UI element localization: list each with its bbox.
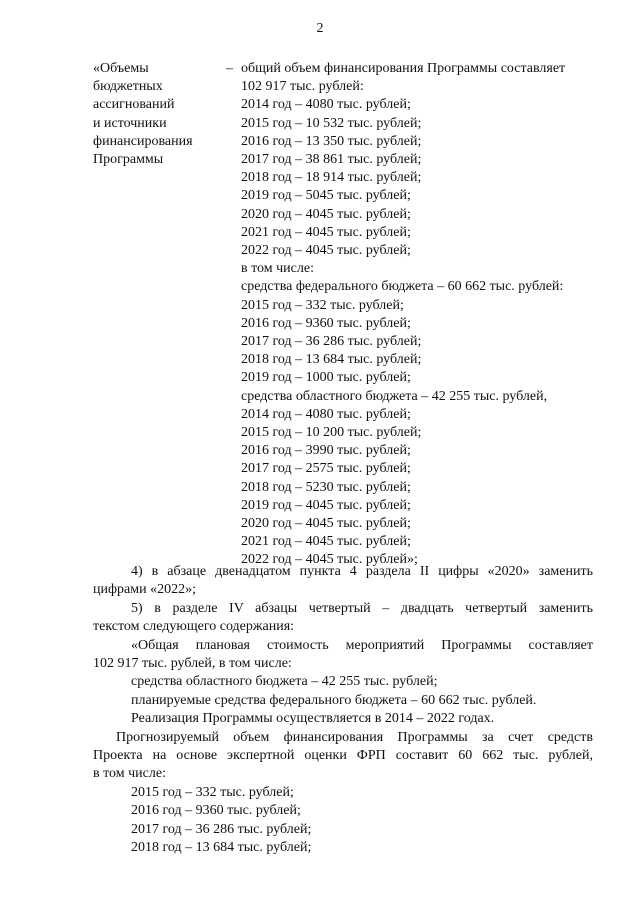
value-line: 2018 год – 5230 тыс. рублей; <box>241 479 411 495</box>
value-line: 2015 год – 332 тыс. рублей; <box>241 297 404 313</box>
item-5-line: 5) в разделе IV абзацы четвертый – двадцать четвертый заменить <box>131 600 593 616</box>
label-line: Программы <box>93 152 164 168</box>
value-line: 2014 год – 4080 тыс. рублей; <box>241 97 411 113</box>
label-line: «Объемы <box>93 61 149 76</box>
item-5-line: текстом следующего содержания: <box>93 619 295 635</box>
value-line: 2018 год – 13 684 тыс. рублей; <box>241 352 422 368</box>
page-number: 2 <box>316 21 324 36</box>
label-line: бюджетных <box>93 79 163 95</box>
value-line: 2021 год – 4045 тыс. рублей; <box>241 224 411 240</box>
value-line: 2019 год – 4045 тыс. рублей; <box>241 497 411 513</box>
value-line: 2020 год – 4045 тыс. рублей; <box>241 516 411 532</box>
item-4-line: цифрами «2022»; <box>93 582 197 598</box>
passport-row-label <box>93 60 213 169</box>
forecast-line: Проекта на основе экспертной оценки ФРП составит 60 662 тыс. рублей, <box>93 748 593 764</box>
value-line: 2014 год – 4080 тыс. рублей; <box>241 406 411 422</box>
label-line: и источники <box>93 115 167 131</box>
value-line: средства федерального бюджета – 60 662 тыс. рублей: <box>241 279 564 295</box>
value-line: 2021 год – 4045 тыс. рублей; <box>241 534 411 550</box>
year-line: 2018 год – 13 684 тыс. рублей; <box>131 840 312 856</box>
value-line: 2022 год – 4045 тыс. рублей»; <box>241 552 418 568</box>
value-line: 2019 год – 5045 тыс. рублей; <box>241 188 411 204</box>
value-line: 2017 год – 36 286 тыс. рублей; <box>241 334 422 350</box>
value-line: 2022 год – 4045 тыс. рублей; <box>241 243 411 259</box>
federal-funds-line: планируемые средства федерального бюджета – 60 662 тыс. рублей. <box>131 692 537 708</box>
value-line: 2019 год – 1000 тыс. рублей; <box>241 370 411 386</box>
year-line: 2016 год – 9360 тыс. рублей; <box>131 803 301 819</box>
passport-row-values <box>241 60 613 570</box>
value-line: 2020 год – 4045 тыс. рублей; <box>241 206 411 222</box>
passport-dash: – <box>226 61 233 76</box>
value-line: 2016 год – 9360 тыс. рублей; <box>241 315 411 331</box>
value-line: 2016 год – 13 350 тыс. рублей; <box>241 133 422 149</box>
quote-line: 102 917 тыс. рублей, в том числе: <box>93 656 292 672</box>
quote-line: «Общая плановая стоимость мероприятий Программы составляет <box>131 637 593 653</box>
value-line: средства областного бюджета – 42 255 тыс. рублей, <box>241 388 548 404</box>
year-line: 2015 год – 332 тыс. рублей; <box>131 784 294 800</box>
amendment-text <box>93 563 593 858</box>
value-line: 2018 год – 18 914 тыс. рублей; <box>241 170 422 186</box>
value-line: 2017 год – 38 861 тыс. рублей; <box>241 152 422 168</box>
value-line: общий объем финансирования Программы составляет <box>241 61 566 76</box>
label-line: ассигнований <box>93 97 175 113</box>
forecast-line: Прогнозируемый объем финансирования Программы за счет средств <box>116 729 593 745</box>
value-line: 2016 год – 3990 тыс. рублей; <box>241 443 411 459</box>
value-line: 102 917 тыс. рублей: <box>241 79 364 95</box>
item-4-line: 4) в абзаце двенадцатом пункта 4 раздела II цифры «2020» заменить <box>131 564 593 579</box>
implementation-line: Реализация Программы осуществляется в 2014 – 2022 годах. <box>131 711 495 727</box>
value-line: 2015 год – 10 200 тыс. рублей; <box>241 425 422 441</box>
value-line: в том числе: <box>241 261 314 277</box>
value-line: 2015 год – 10 532 тыс. рублей; <box>241 115 422 131</box>
regional-funds-line: средства областного бюджета – 42 255 тыс. рублей; <box>131 674 438 690</box>
forecast-line: в том числе: <box>93 766 166 782</box>
year-line: 2017 год – 36 286 тыс. рублей; <box>131 821 312 837</box>
label-line: финансирования <box>93 133 193 149</box>
value-line: 2017 год – 2575 тыс. рублей; <box>241 461 411 477</box>
